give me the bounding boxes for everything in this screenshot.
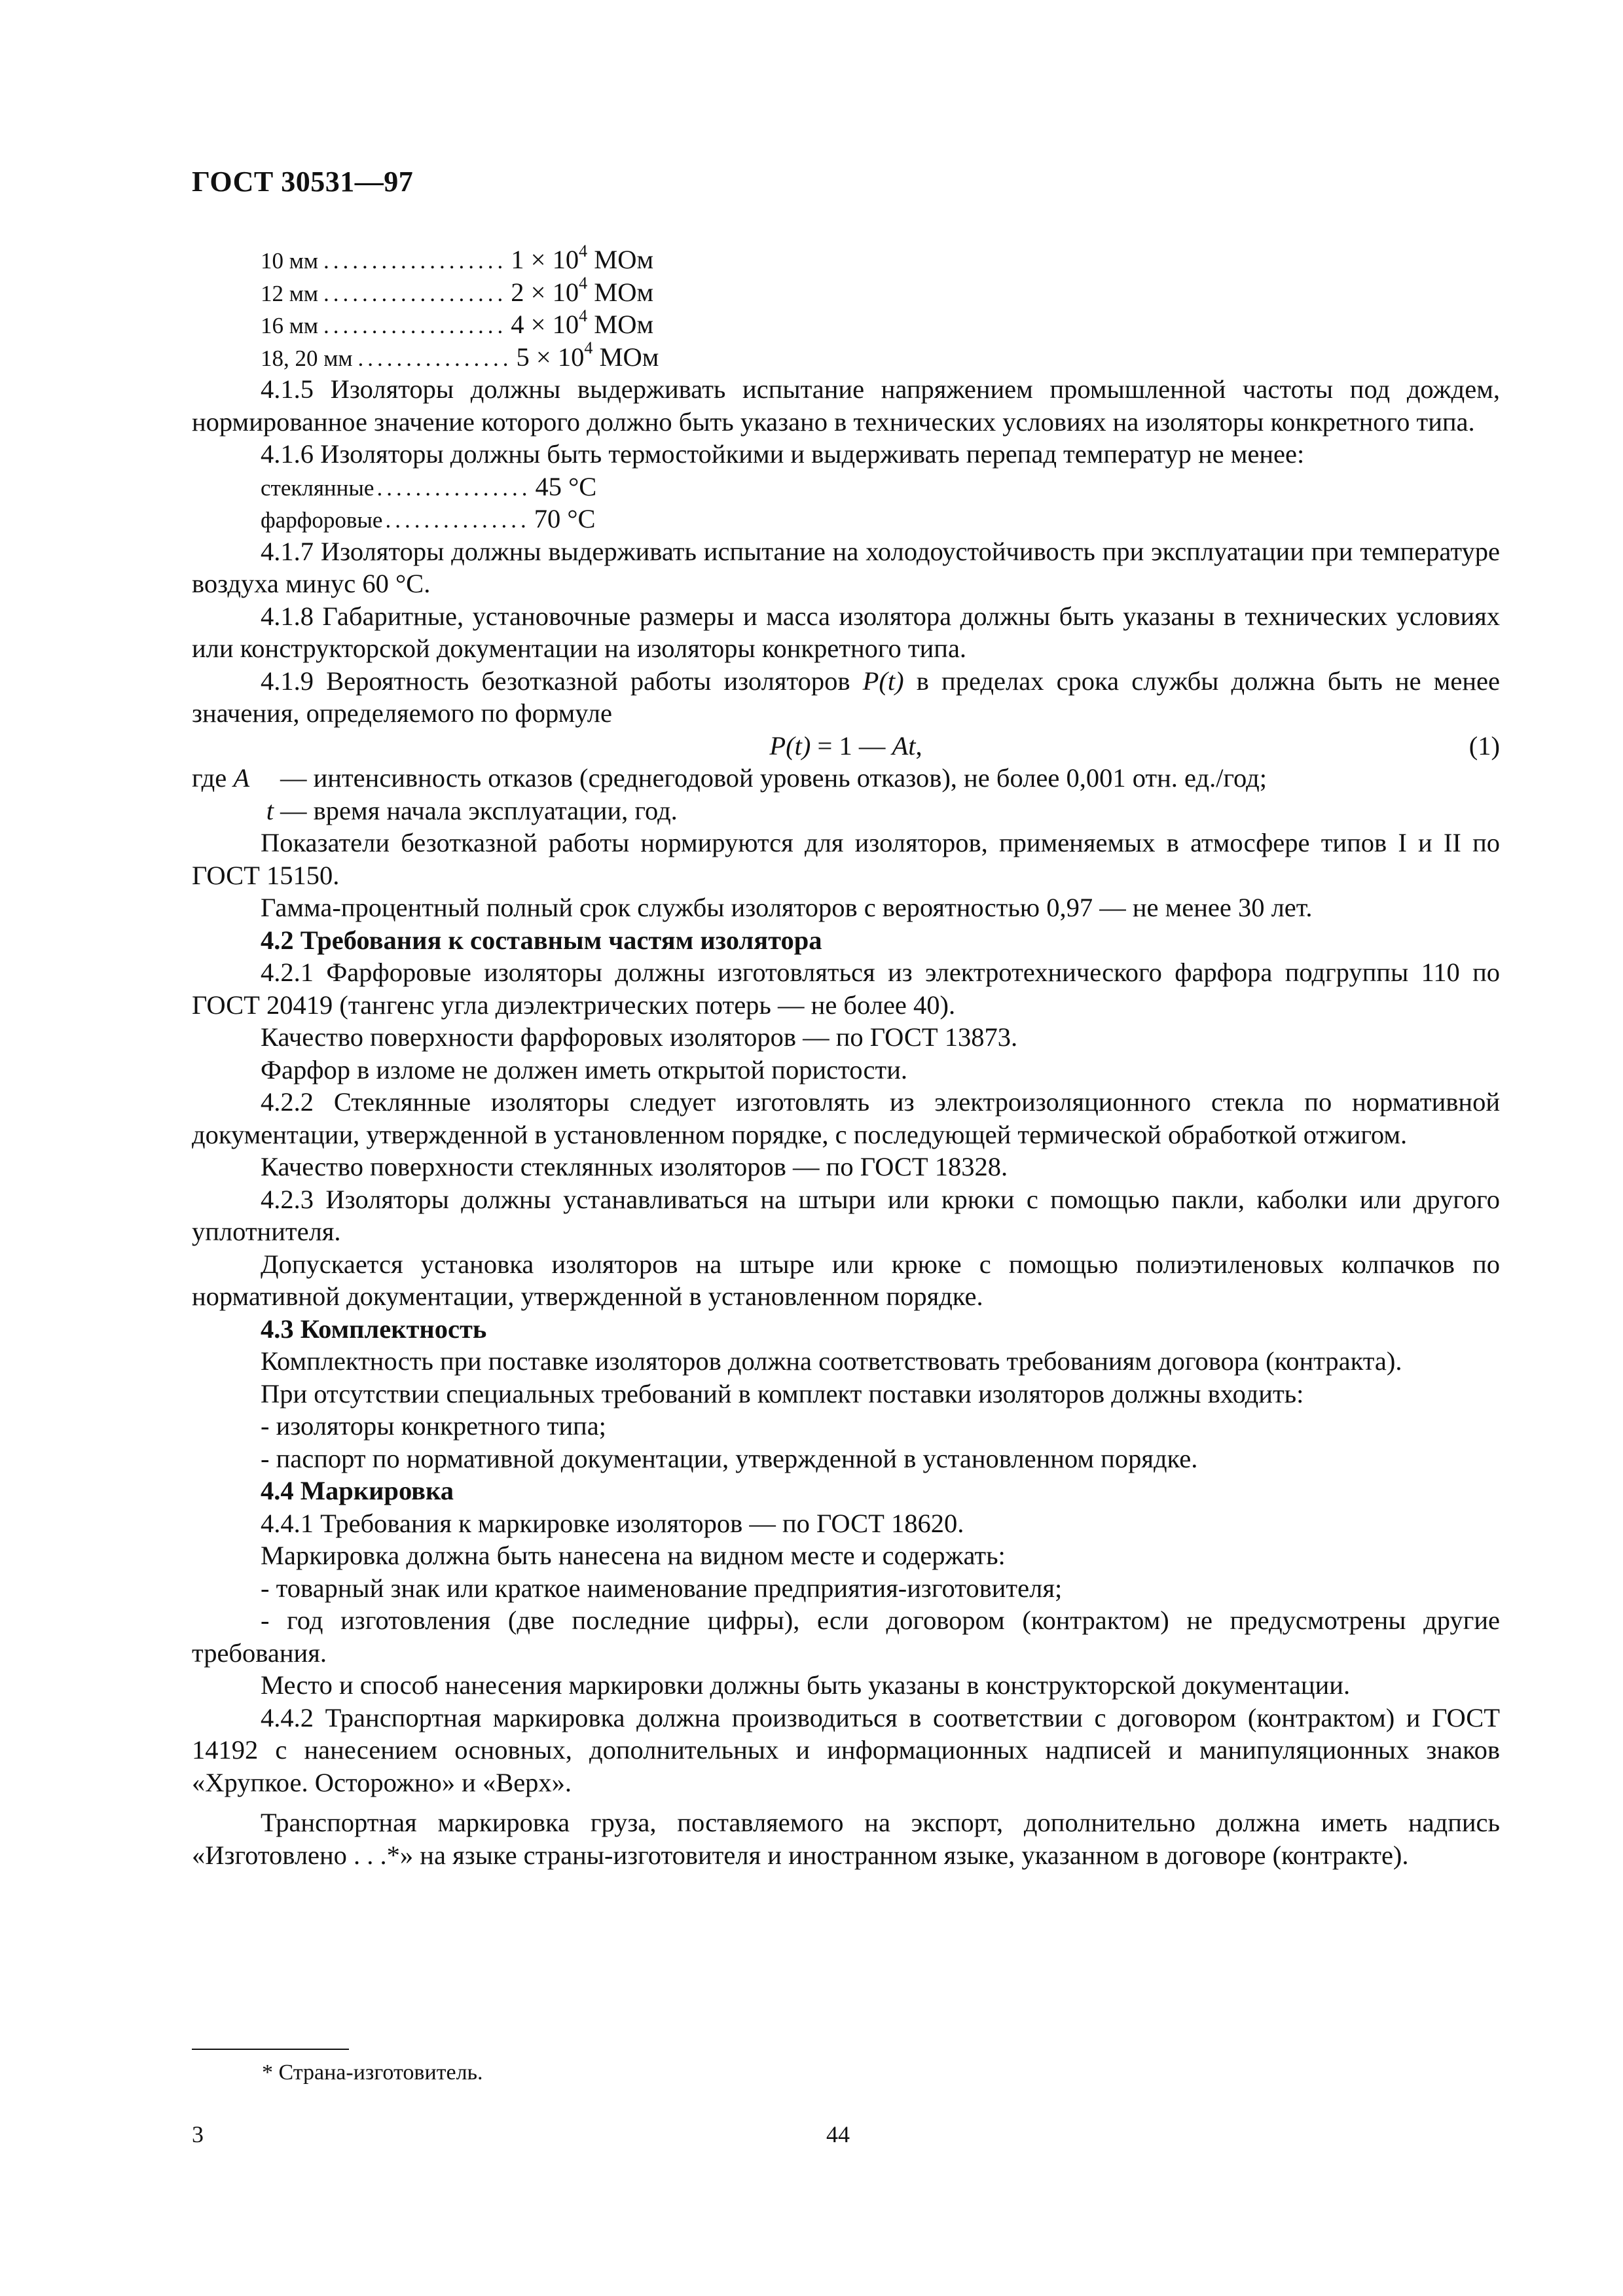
list-item: - товарный знак или краткое наименование предприятия-изготовителя; <box>261 1573 1063 1603</box>
paragraph-4-1-8: 4.1.8 Габаритные, установочные размеры и масса изолятора должны быть указаны в технических условиях или конструкторской документации на изоляторы конкретного типа. <box>192 601 1500 663</box>
resistance-label: 16 мм <box>261 313 319 338</box>
paragraph-porcelain-break: Фарфор в изломе не должен иметь открытой пористости. <box>261 1054 908 1085</box>
leader-dots: ................... <box>323 248 507 274</box>
paragraph-4-1-7: 4.1.7 Изоляторы должны выдерживать испытание на холодоустойчивость при эксплуатации при температуре воздуха минус 60 °С. <box>192 536 1500 598</box>
temperature-row <box>261 503 1500 535</box>
paragraph-4-1-6: 4.1.6 Изоляторы должны быть термостойкими и выдерживать перепад температур не менее: <box>261 439 1305 469</box>
resistance-row <box>261 308 1500 341</box>
paragraph-completeness: Комплектность при поставке изоляторов должна соответствовать требованиям договора (контракта). <box>261 1346 1402 1376</box>
resistance-label: 18, 20 мм <box>261 345 353 371</box>
paragraph-absence: При отсутствии специальных требований в комплект поставки изоляторов должны входить: <box>261 1378 1304 1408</box>
list-item: - год изготовления (две последние цифры), если договором (контрактом) не предусмотрены другие требования. <box>192 1605 1500 1668</box>
paragraph-4-2-3: 4.2.3 Изоляторы должны устанавливаться на штыри или крюки с помощью пакли, каболки или другого уплотнителя. <box>192 1184 1500 1246</box>
paragraph-4-1-9: 4.1.9 Вероятность безотказной работы изоляторов P(t) в пределах срока службы должна быть не менее значения, определяемого по формуле <box>192 666 1500 728</box>
paragraph-4-4-2: 4.4.2 Транспортная маркировка должна производиться в соответствии с договором (контрактом) и ГОСТ 14192 с нанесением основных, дополнительных и информационных надписей и манипуляционных знаков «Хрупкое. Осторожно» и «Верх». <box>192 1702 1500 1797</box>
where-row-a: где A — интенсивность отказов (среднегодовой уровень отказов), не более 0,001 отн. ед./год; <box>192 763 1267 793</box>
paragraph-marking-visible: Маркировка должна быть нанесена на видном месте и содержать: <box>261 1541 1006 1570</box>
document-body <box>192 243 1500 1871</box>
paragraph-marking-place: Место и способ нанесения маркировки должны быть указаны в конструкторской документации. <box>261 1670 1351 1700</box>
paragraph-export: Транспортная маркировка груза, поставляемого на экспорт, дополнительно должна иметь надпись «Изготовлено . . .*» на языке страны-изготовителя и иностранном языке, указанном в договоре (контракте). <box>192 1808 1500 1870</box>
temperature-value: 70 °С <box>534 504 596 533</box>
leader-dots: ............... <box>385 507 530 533</box>
temperature-value: 45 °С <box>535 471 597 501</box>
resistance-label: 12 мм <box>261 280 319 306</box>
resistance-row <box>261 276 1500 309</box>
resistance-row <box>261 243 1500 276</box>
page-number-left: 3 <box>192 2121 204 2147</box>
document-header: ГОСТ 30531—97 <box>192 166 414 198</box>
paragraph-indicators: Показатели безотказной работы нормируются для изоляторов, применяемых в атмосфере типов I и II по ГОСТ 15150. <box>192 828 1500 890</box>
section-heading-4-2: 4.2 Требования к составным частям изолятора <box>261 925 822 955</box>
section-heading-4-3: 4.3 Комплектность <box>261 1314 487 1344</box>
resistance-value: $1 \times 10^4$ МОм <box>511 241 654 274</box>
formula-number: (1) <box>1468 730 1500 761</box>
paragraph-porcelain-quality: Качество поверхности фарфоровых изоляторов — по ГОСТ 13873. <box>261 1022 1018 1052</box>
paragraph-4-2-1: 4.2.1 Фарфоровые изоляторы должны изготовляться из электротехнического фарфора подгруппы 110 по ГОСТ 20419 (тангенс угла диэлектрических потерь — не более 40). <box>192 958 1500 1020</box>
section-heading-4-4: 4.4 Маркировка <box>261 1476 454 1505</box>
resistance-value: $4 \times 10^4$ МОм <box>511 306 654 339</box>
list-item: - паспорт по нормативной документации, утвержденной в установленном порядке. <box>261 1443 1198 1473</box>
paragraph-gamma: Гамма-процентный полный срок службы изоляторов с вероятностью 0,97 — не менее 30 лет. <box>261 893 1313 922</box>
paragraph-4-2-2: 4.2.2 Стеклянные изоляторы следует изготовлять из электроизоляционного стекла по нормативной документации, утвержденной в установленном порядке, с последующей термической обработкой отжигом. <box>192 1087 1500 1149</box>
resistance-value: $5 \times 10^4$ МОм <box>516 338 659 372</box>
leader-dots: ................... <box>323 280 507 306</box>
resistance-table <box>192 243 1500 373</box>
formula-1 <box>192 730 1500 762</box>
resistance-row <box>261 338 1500 374</box>
paragraph-4-1-5: 4.1.5 Изоляторы должны выдерживать испытание напряжением промышленной частоты под дождем, нормированное значение которого должно быть указано в технических условиях на изоляторы конкретного типа. <box>192 374 1500 437</box>
temperature-label: стеклянные <box>261 475 374 501</box>
where-row-t: t — время начала эксплуатации, год. <box>266 795 678 825</box>
leader-dots: ................... <box>323 313 507 338</box>
temperature-label: фарфоровые <box>261 507 383 533</box>
paragraph-4-4-1: 4.4.1 Требования к маркировке изоляторов — по ГОСТ 18620. <box>261 1508 964 1538</box>
resistance-label: 10 мм <box>261 248 319 274</box>
resistance-value: $2 \times 10^4$ МОм <box>511 274 654 307</box>
footnote-divider <box>192 2049 349 2050</box>
page-number-center: 44 <box>826 2121 850 2147</box>
paragraph-glass-quality: Качество поверхности стеклянных изоляторов — по ГОСТ 18328. <box>261 1152 1008 1181</box>
leader-dots: ................ <box>357 345 513 371</box>
temperature-table <box>192 471 1500 535</box>
leader-dots: ................ <box>376 475 532 501</box>
footnote: * Страна-изготовитель. <box>262 2060 483 2085</box>
list-item: - изоляторы конкретного типа; <box>261 1411 606 1441</box>
paragraph-allowed: Допускается установка изоляторов на штыре или крюке с помощью полиэтиленовых колпачков по нормативной документации, утвержденной в установленном порядке. <box>192 1249 1500 1311</box>
temperature-row <box>261 471 1500 503</box>
formula-expression: P(t) = 1 — At, <box>769 730 922 761</box>
